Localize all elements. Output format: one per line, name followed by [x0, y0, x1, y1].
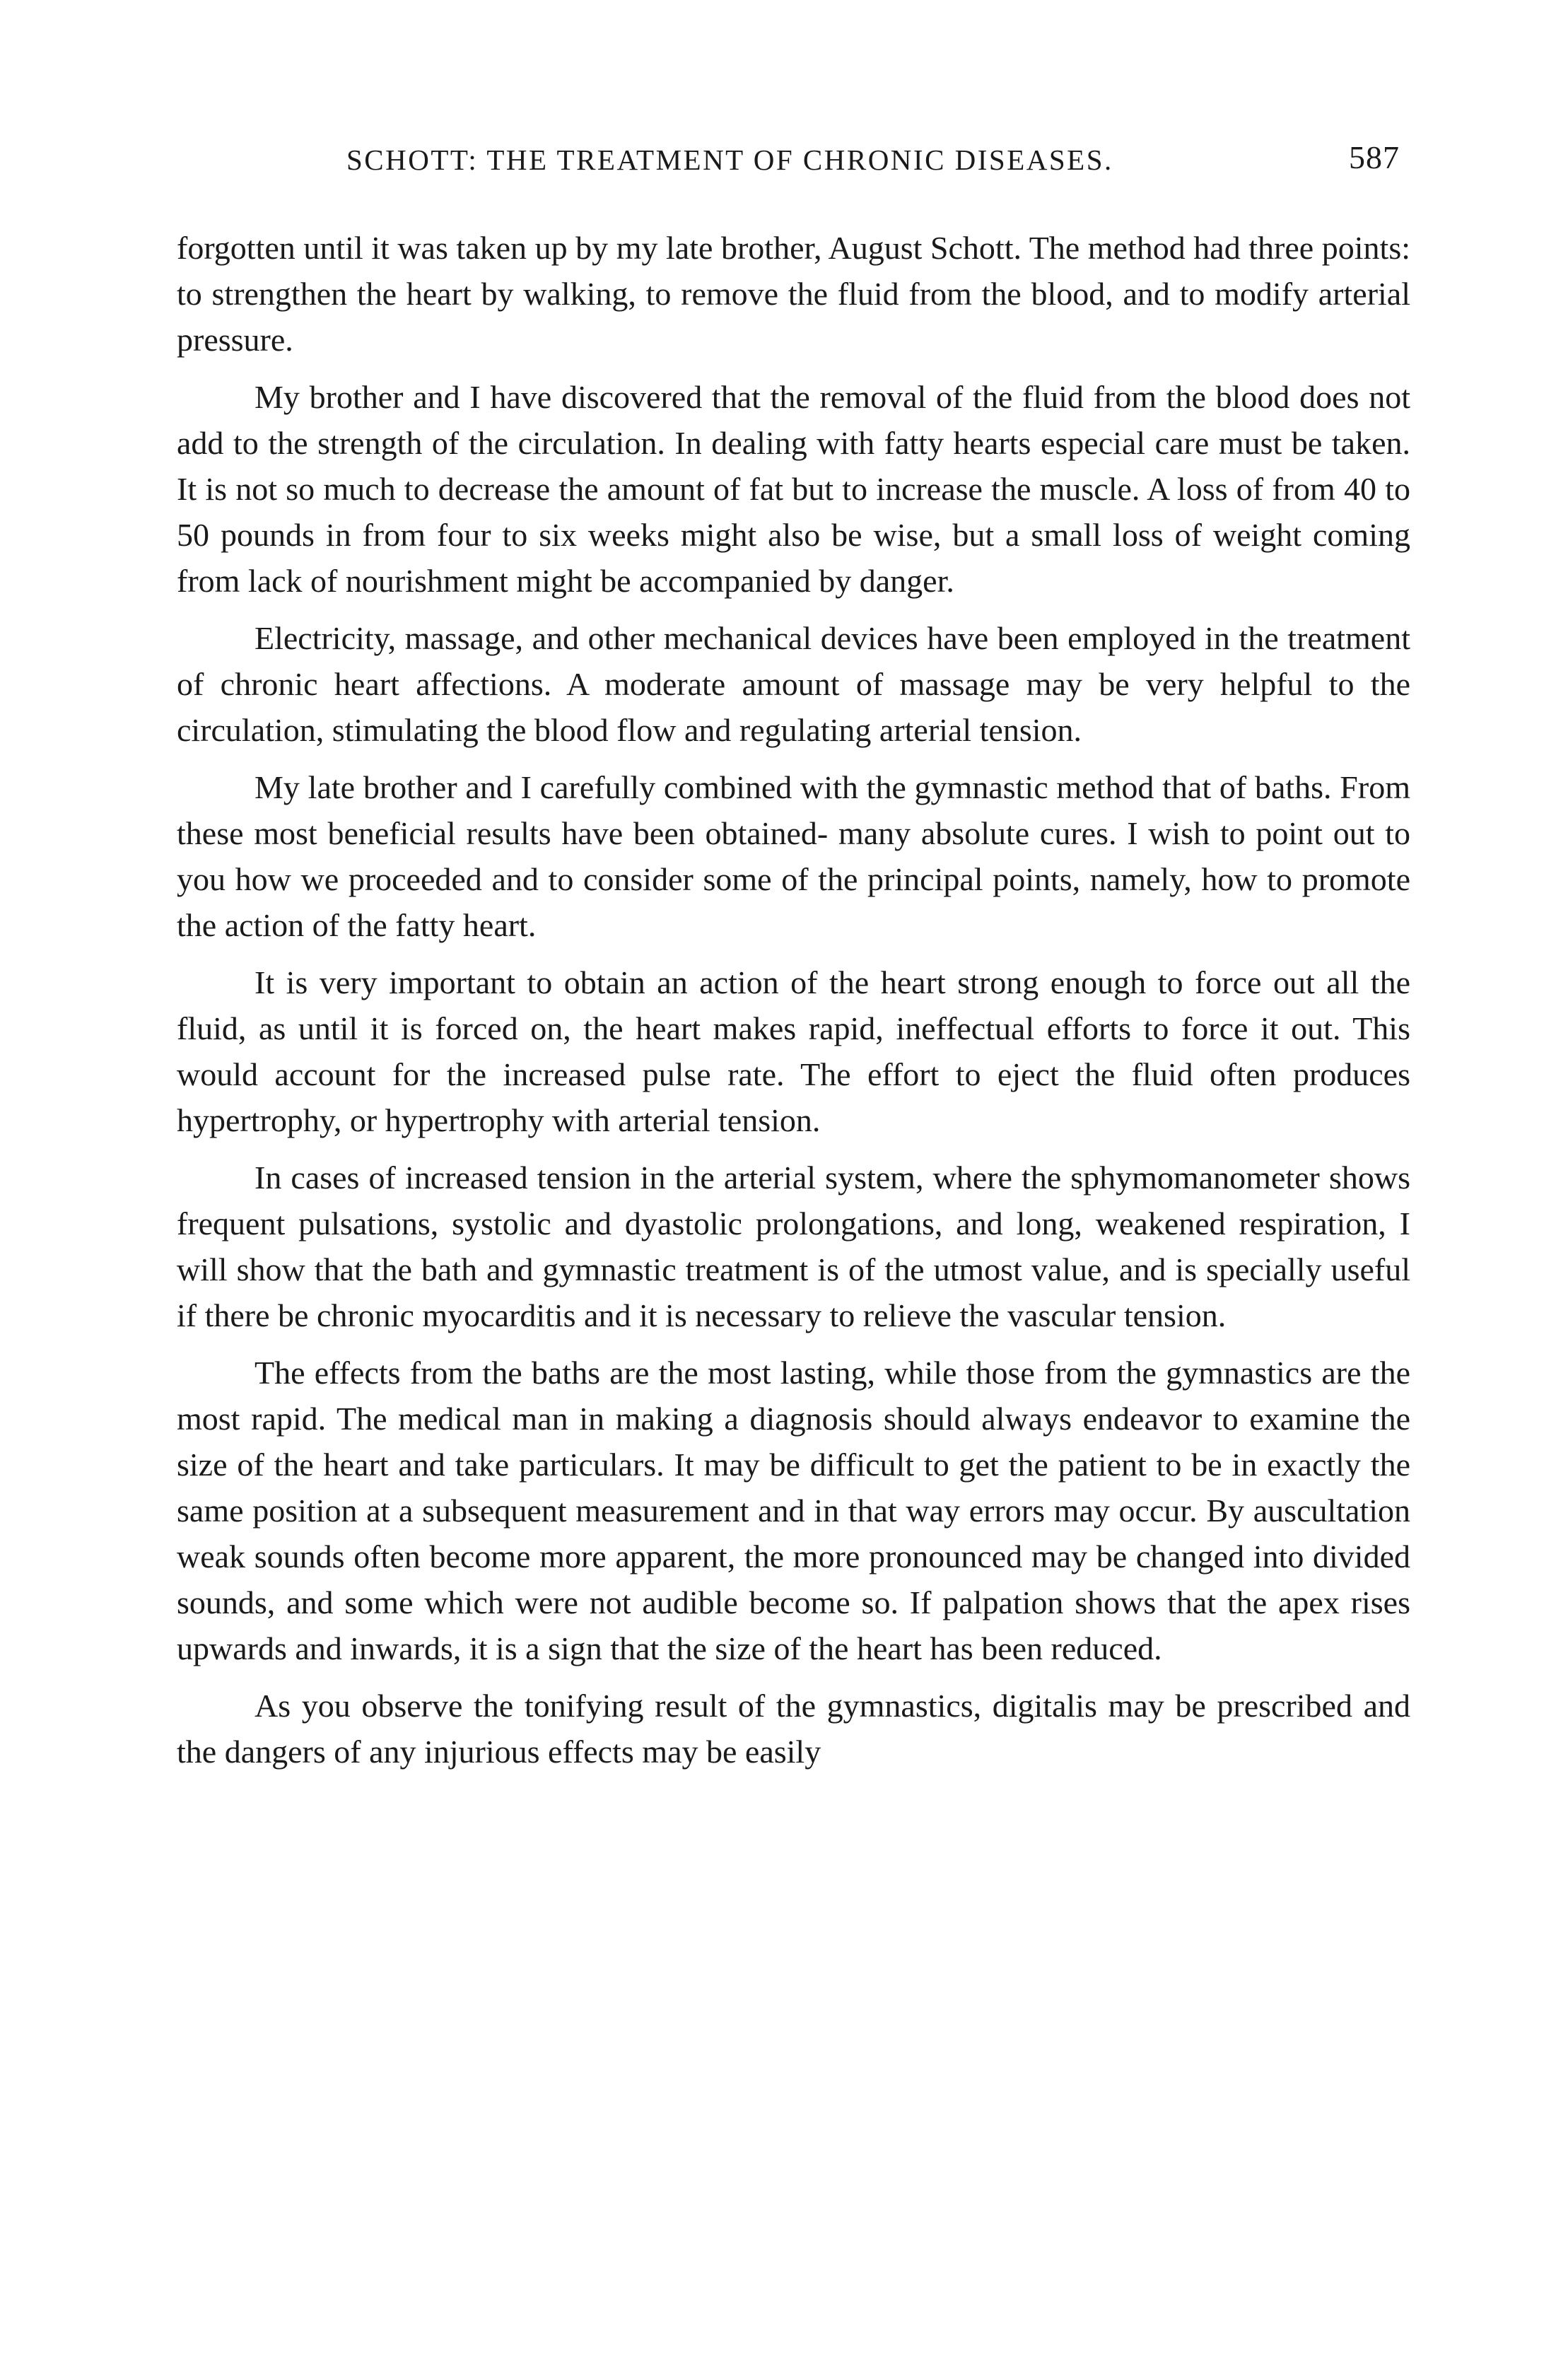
running-title: SCHOTT: THE TREATMENT OF CHRONIC DISEASES. — [346, 144, 1113, 176]
paragraph-effects-diagnosis: The effects from the baths are the most lasting, while those from the gymnastics are the most rapid. The medical man in making a diagnosis should always endeavor to examine the size of the heart and take particulars. It may be difficult to get the patient to be in exactly the same position at a subsequent measurement and in that way errors may occur. By auscultation weak sounds often become more apparent, the more pronounced may be changed into divided sounds, and some which were not audible become so. If palpation shows that the apex rises upwards and inwards, it is a sign that the size of the heart has been reduced. — [177, 1355, 1410, 1666]
paragraph-continued: forgotten until it was taken up by my late brother, August Schott. The method had three points: to strengthen the heart by walking, to remove the fluid from the blood, and to modify arterial pressure. — [177, 230, 1410, 358]
running-head — [332, 139, 1400, 181]
page-number: 587 — [1349, 139, 1400, 175]
paragraph-digitalis: As you observe the tonifying result of the gymnastics, digitalis may be prescribed and the dangers of any injurious effects may be easily — [177, 1688, 1410, 1770]
body-text — [177, 225, 1410, 1786]
paragraph-baths-method: My late brother and I carefully combined with the gymnastic method that of baths. From these most beneficial results have been obtained- many absolute cures. I wish to point out to you how we proceeded and to consider some of the principal points, namely, how to promote the action of the fatty heart. — [177, 769, 1410, 943]
paragraph-mechanical-devices: Electricity, massage, and other mechanical devices have been employed in the treatment of chronic heart affections. A moderate amount of massage may be very helpful to the circulation, stimulating the blood flow and regulating arterial tension. — [177, 620, 1410, 748]
paragraph-fluid-removal: My brother and I have discovered that the removal of the fluid from the blood does not add to the strength of the circulation. In dealing with fatty hearts especial care must be taken. It is not so much to decrease the amount of fat but to increase the muscle. A loss of from 40 to 50 pounds in from four to six weeks might also be wise, but a small loss of weight coming from lack of nourishment might be accompanied by danger. — [177, 379, 1410, 599]
paragraph-arterial-tension: In cases of increased tension in the arterial system, where the sphymomanometer shows frequent pulsations, systolic and dyastolic prolongations, and long, weakened respiration, I will show that the bath and gymnastic treatment is of the utmost value, and is specially useful if there be chronic myocarditis and it is necessary to relieve the vascular tension. — [177, 1159, 1410, 1333]
paragraph-heart-action: It is very important to obtain an action of the heart strong enough to force out all the fluid, as until it is forced on, the heart makes rapid, ineffectual efforts to force it out. This would account for the increased pulse rate. The effort to eject the fluid often produces hypertrophy, or hypertrophy with arterial tension. — [177, 964, 1410, 1138]
